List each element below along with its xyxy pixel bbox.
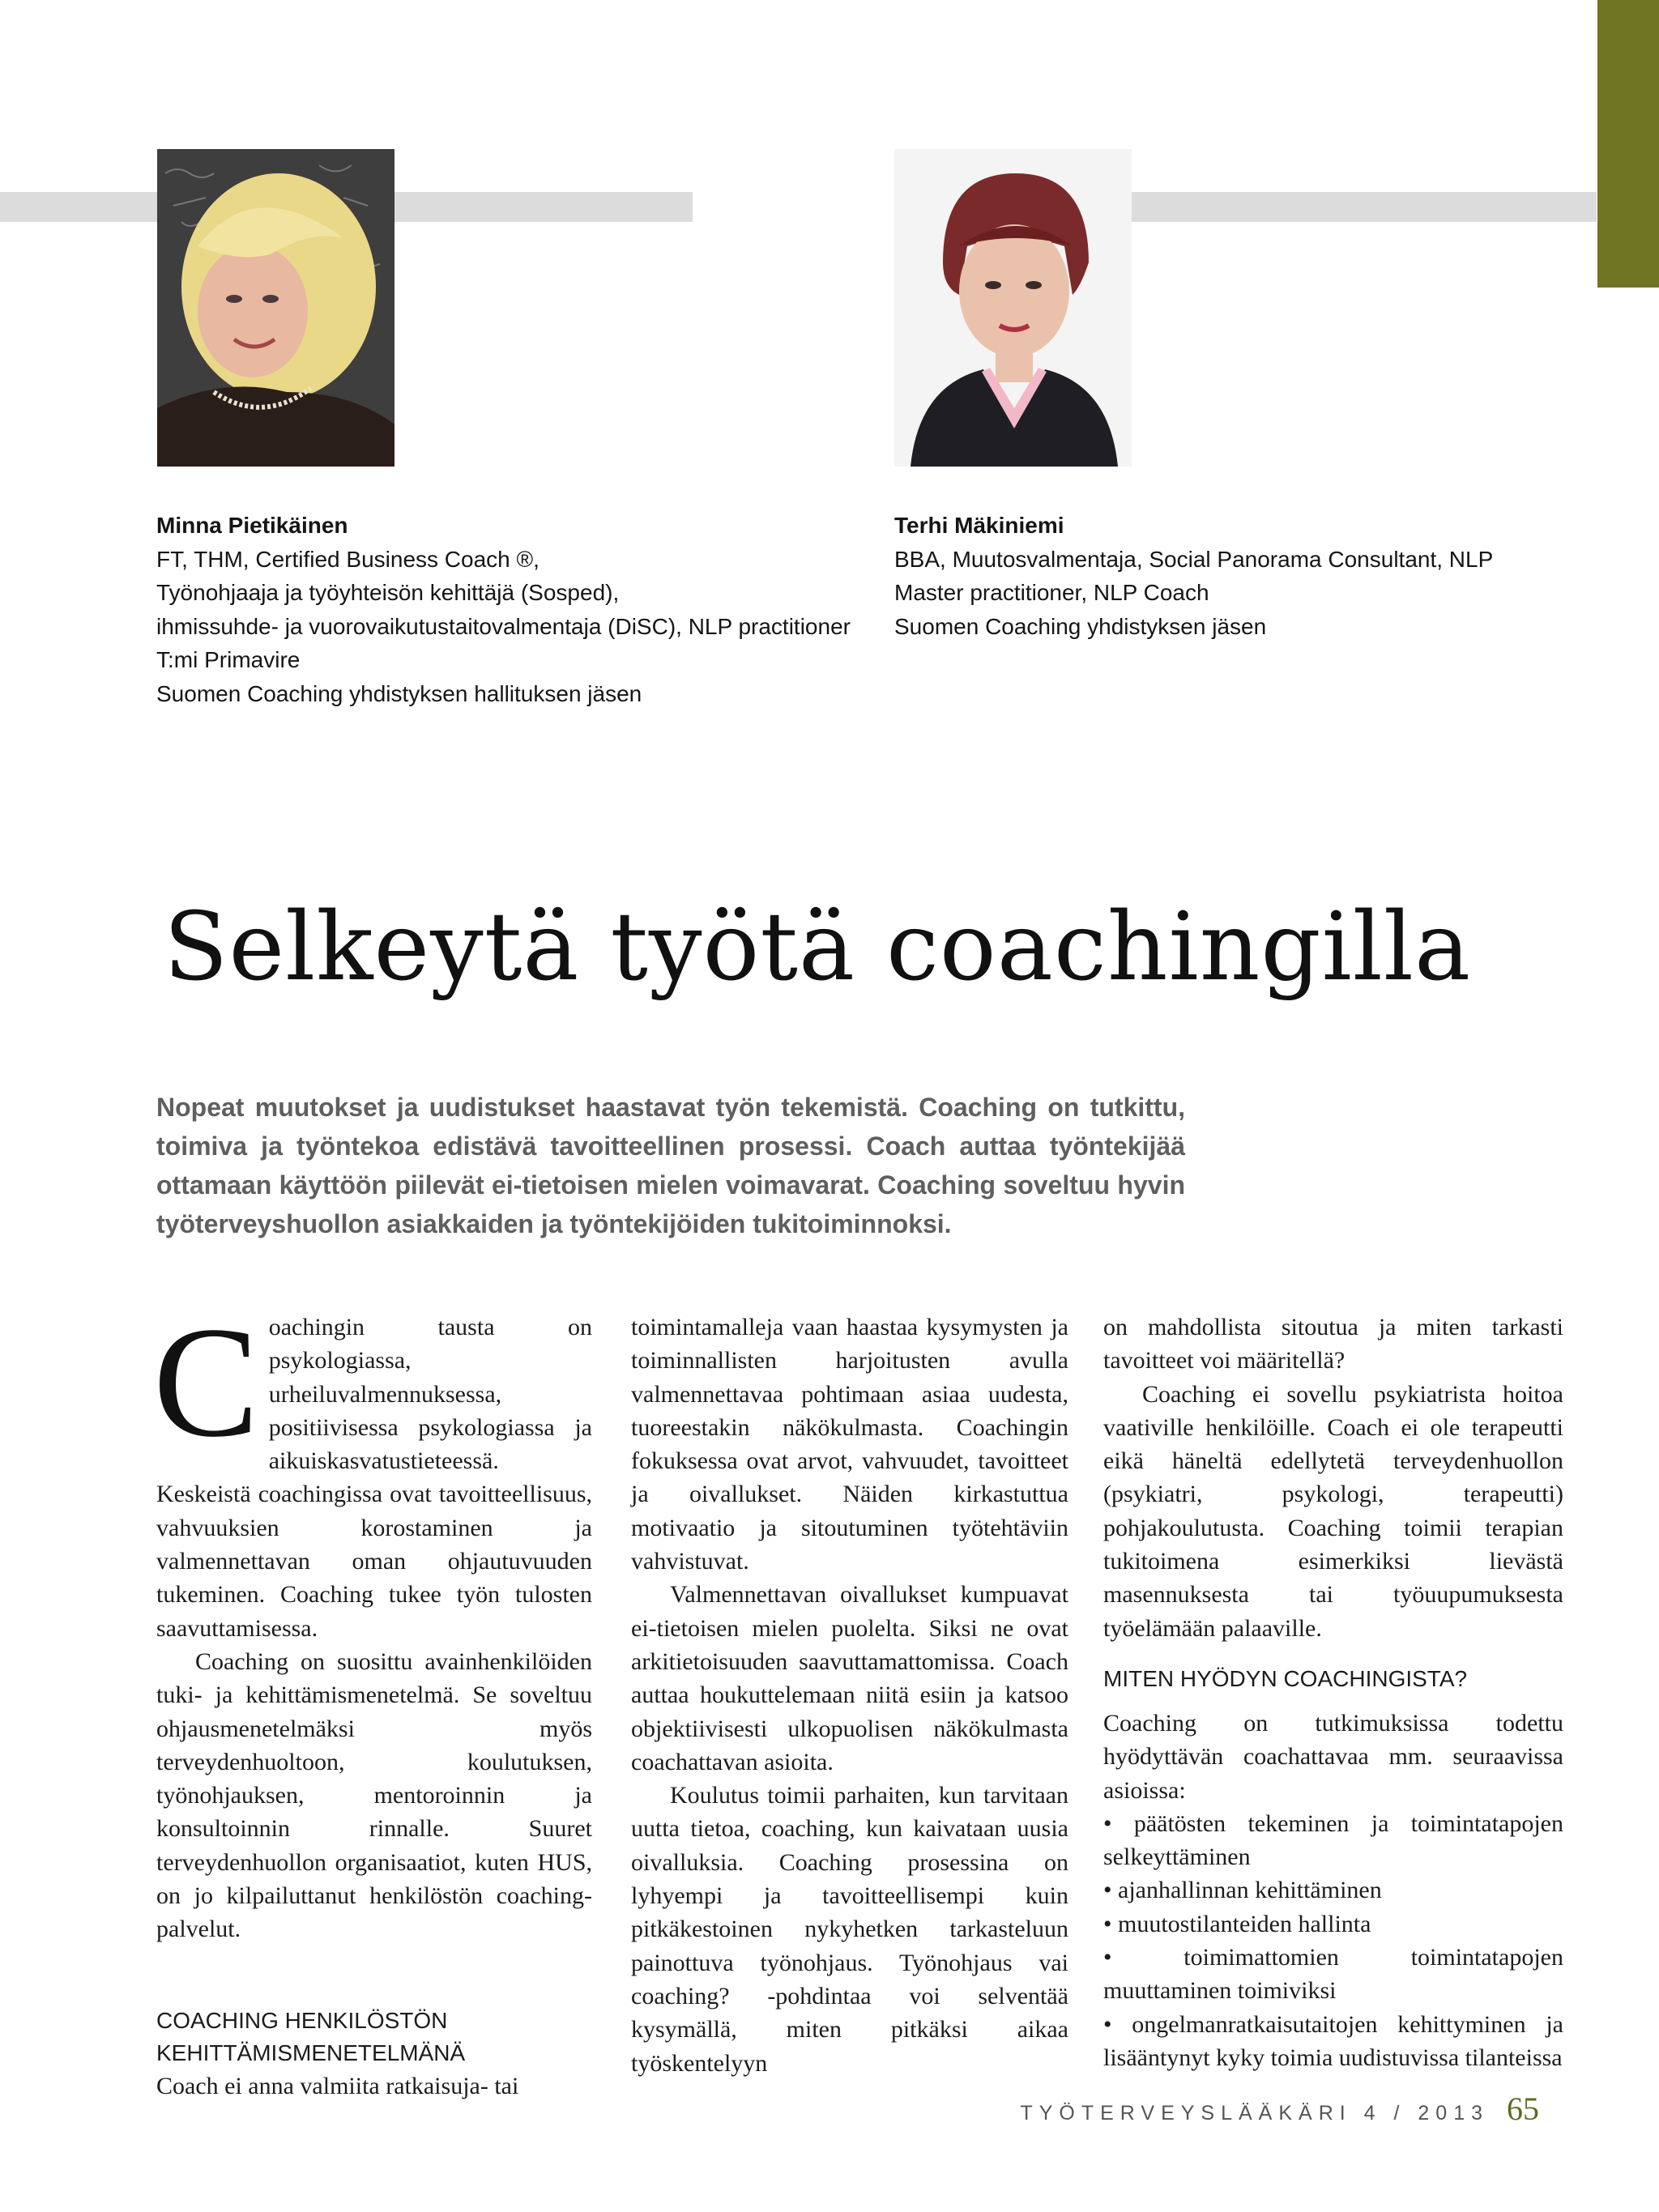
list-item: • ajanhallinnan kehittäminen — [1103, 1877, 1382, 1904]
paragraph: Valmennettavan oivallukset kumpuavat ei-tietoisen mielen puolelta. Siksi ne ovat arkitietoisuuden saavuttamattomissa. Coach auttaa houkuttelemaan niitä esiin ja katsoo objektiivisesti ulkopuolisen näkökulmasta coachattavan asioita. — [631, 1581, 1068, 1775]
paragraph: Coach ei anna valmiita ratkaisuja- tai — [156, 2072, 519, 2099]
bio-line: BBA, Muutosvalmentaja, Social Panorama Consultant, NLP — [894, 546, 1494, 572]
bio-line: Työnohjaaja ja työyhteisön kehittäjä (Sosped), — [156, 580, 620, 605]
bio-line: T:mi Primavire — [156, 647, 301, 672]
section-heading: COACHING HENKILÖSTÖN KEHITTÄMISMENETELMÄNÄ — [156, 2007, 466, 2065]
person-name: Terhi Mäkiniemi — [894, 513, 1064, 538]
paragraph: Coaching on tutkimuksissa todettu hyödyttävän coachattavaa mm. seuraavissa asioissa: — [1103, 1709, 1563, 1804]
paragraph: Coaching ei sovellu psykiatrista hoitoa vaativille henkilöille. Coach ei ole terapeutti eikä häneltä edellytetä terveydenhuollon (psykiatri, psykologi, terapeutti) pohjakoulutusta. Coaching toimii terapian tukitoimena esimerkiksi lievästä masennuksesta tai työuupumuksesta työelämään palaaville. — [1103, 1380, 1563, 1642]
bio-line: FT, THM, Certified Business Coach ®, — [156, 546, 539, 572]
magazine-issue: TYÖTERVEYSLÄÄKÄRI 4 / 2013 — [1020, 2102, 1489, 2125]
page-number: 65 — [1507, 2091, 1539, 2127]
portrait-terhi-makiniemi — [894, 149, 1132, 467]
header-band-right — [1132, 192, 1597, 222]
list-item: • toimimattomien toimintatapojen muuttaminen toimiviksi — [1103, 1944, 1563, 2005]
article-column-2 — [631, 1311, 1068, 2080]
drop-cap: C — [153, 1294, 259, 1470]
article-column-3 — [1103, 1311, 1563, 2074]
list-item: • päätösten tekeminen ja toimintatapojen selkeyttäminen — [1103, 1809, 1563, 1871]
article-column-1 — [153, 1294, 592, 2103]
bio-line: Suomen Coaching yhdistyksen hallituksen jäsen — [156, 680, 642, 706]
paragraph: Coachingin tausta on psykologiassa, urheiluvalmennuksessa, positiivisessa psykologiassa ja aikuiskasvatustieteessä. Keskeistä coachingissa ovat tavoitteellisuus, vahvuuksien korostaminen ja valmennettavan oman ohjautuvuuden tukeminen. Coaching tukee työn tulosten saavuttamisessa. — [153, 1294, 592, 1642]
person-name: Minna Pietikäinen — [156, 513, 348, 538]
section-color-tab — [1597, 0, 1659, 288]
bio-minna-pietikainen — [156, 509, 851, 710]
list-item: • muutostilanteiden hallinta — [1103, 1910, 1371, 1937]
section-heading: MITEN HYÖDYN COACHINGISTA? — [1103, 1665, 1468, 1691]
portrait-minna-pietikainen — [157, 149, 394, 467]
bio-terhi-makiniemi — [894, 509, 1493, 643]
page-footer — [1020, 2090, 1539, 2128]
bio-line: ihmissuhde- ja vuorovaikutustaitovalmentaja (DiSC), NLP practitioner — [156, 613, 851, 639]
paragraph: on mahdollista sitoutua ja miten tarkasti tavoitteet voi määritellä? — [1103, 1314, 1563, 1375]
list-item: • ongelmanratkaisutaitojen kehittyminen ja lisääntynyt kyky toimia uudistuvissa tilanteissa — [1103, 2010, 1563, 2071]
paragraph: Koulutus toimii parhaiten, kun tarvitaan uutta tietoa, coaching, kun kaivataan uusia oivalluksia. Coaching prosessina on lyhyempi ja tavoitteellisempi kuin pitkäkestoinen nykyhetken tarkasteluun painottuva työnohjaus. Työnohjaus vai coaching? -pohdintaa voi selventää kysymällä, miten pitkäksi aikaa työskentelyyn — [631, 1782, 1068, 2077]
article-headline: Selkeytä työtä coachingilla — [164, 893, 1472, 1002]
bio-line: Master practitioner, NLP Coach — [894, 580, 1209, 605]
bio-line: Suomen Coaching yhdistyksen jäsen — [894, 613, 1267, 639]
article-lead: Nopeat muutokset ja uudistukset haastavat työn tekemistä. Coaching on tutkittu, toimiva ja työntekoa edistävä tavoitteellinen prosessi. Coach auttaa työntekijää ottamaan käyttöön piilevät ei-tietoisen mielen voimavarat. Coaching soveltuu hyvin työterveyshuollon asiakkaiden ja työntekijöiden tukitoiminnoksi. — [156, 1093, 1185, 1238]
paragraph: Coaching on suosittu avainhenkilöiden tuki- ja kehittämismenetelmä. Se soveltuu ohjausmenetelmäksi myös terveydenhuoltoon, koulutuksen, työnohjauksen, mentoroinnin ja konsultoinnin rinnalle. Suuret terveydenhuollon organisaatiot, kuten HUS, on jo kilpailuttanut henkilöstön coaching-palvelut. — [156, 1647, 592, 1943]
paragraph: toimintamalleja vaan haastaa kysymysten ja toiminnallisten harjoitusten avulla valmennettavaa pohtimaan asiaa uudesta, tuoreestakin näkökulmasta. Coachingin fokuksessa ovat arvot, vahvuudet, tavoitteet ja oivallukset. Näiden kirkastuttua motivaatio ja sitoutuminen työtehtäviin vahvistuvat. — [631, 1314, 1068, 1575]
